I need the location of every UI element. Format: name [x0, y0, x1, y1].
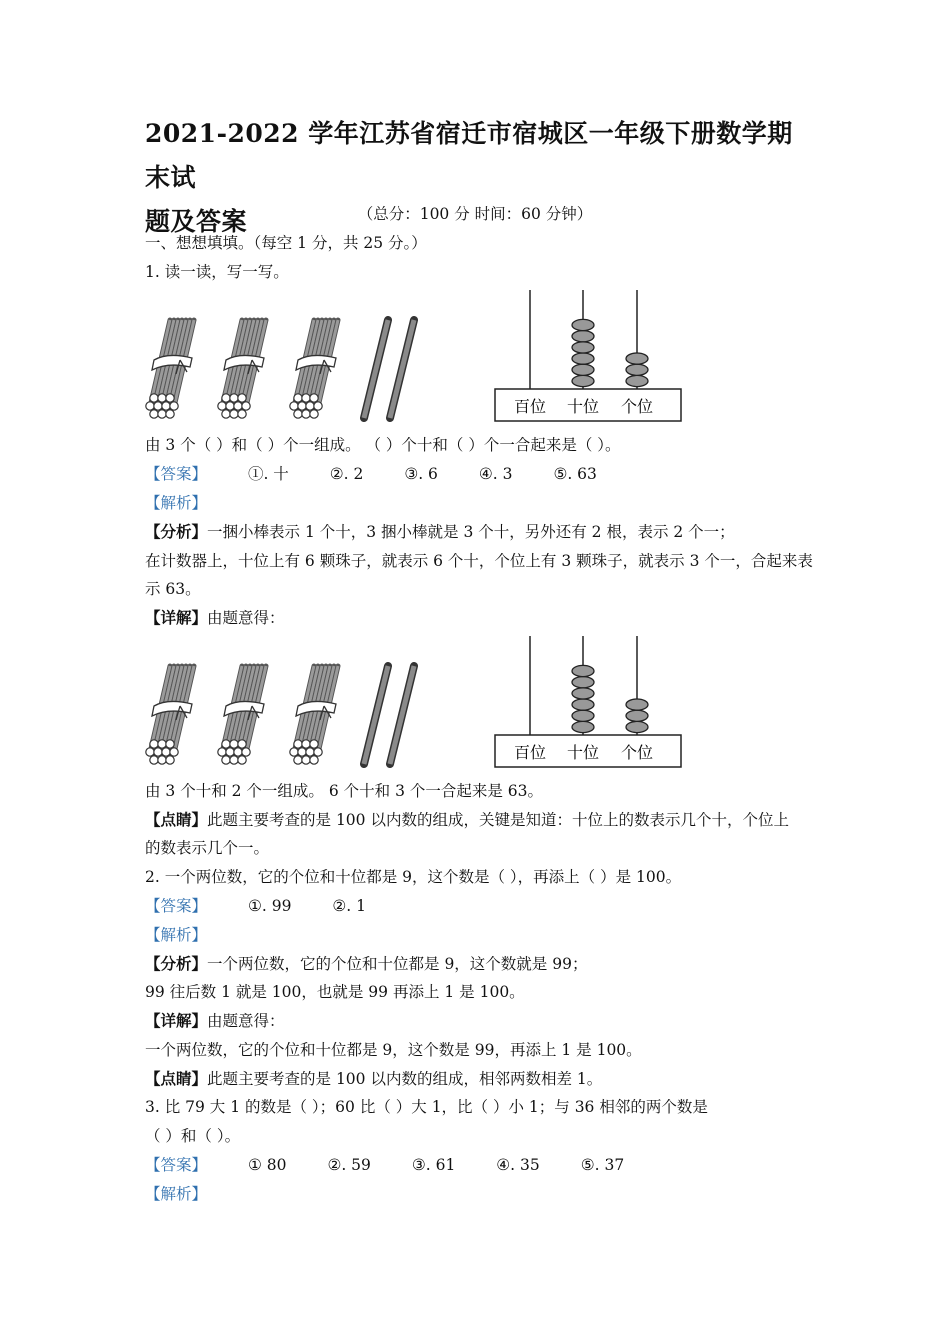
abacus-bead	[572, 710, 594, 721]
q1-xiangjie	[145, 607, 285, 629]
q1-answer-4: ④. 3	[478, 465, 513, 483]
abacus-bead	[626, 721, 648, 732]
stick-bundles-illustration	[140, 312, 430, 424]
abacus-bead	[572, 364, 594, 375]
q1-fenxi-3: 示 63。	[145, 580, 201, 598]
abacus-figure	[492, 285, 687, 429]
stick-bundles-figure-2	[140, 658, 430, 774]
q3-prompt: 3. 比 79 大 1 的数是（ ）；60 比（ ）大 1，比（ ）小 1；与 36 相邻的两个数是	[145, 1098, 708, 1116]
abacus-label-ones-2: 个位	[620, 745, 654, 762]
abacus-bead	[572, 699, 594, 710]
stick-bundle	[218, 320, 266, 418]
q2-dianjing-text: 此题主要考查的是 100 以内数的组成，相邻两数相差 1。	[207, 1070, 603, 1088]
q2-answer-line	[145, 895, 366, 917]
q3-answer-4: ④. 35	[496, 1156, 540, 1174]
q1-answer-3: ③. 6	[404, 465, 438, 483]
q2-xiangjie-2: 一个两位数，它的个位和十位都是 9，这个数是 99，再添上 1 是 100。	[145, 1041, 642, 1059]
title-line-2: 题及答案	[145, 207, 248, 236]
subtitle: （总分：100 分 时间：60 分钟）	[357, 205, 593, 223]
q3-answer-line	[145, 1154, 624, 1176]
dianjing-text: 此题主要考查的是 100 以内数的组成，关键是知道：十位上的数表示几个十，个位上	[207, 811, 789, 829]
q1-answer-1: ①. 十	[247, 465, 289, 483]
ones-beads-2	[626, 699, 648, 733]
q2-xiangjie	[145, 1010, 285, 1032]
stick-bundle	[290, 320, 338, 418]
q2-prompt: 2. 一个两位数，它的个位和十位都是 9，这个数是（ ），再添上（ ）是 100。	[145, 868, 682, 886]
abacus-bead	[626, 699, 648, 710]
q1-prompt: 1. 读一读，写一写。	[145, 263, 289, 281]
xiangjie-text: 由题意得：	[207, 609, 285, 627]
q2-xiangjie-label: 【详解】	[145, 1011, 208, 1030]
q2-xiangjie-text: 由题意得：	[207, 1012, 285, 1030]
single-stick	[390, 320, 414, 418]
q3-answer-5: ⑤. 37	[580, 1156, 625, 1174]
q3-answer-1: ① 80	[247, 1156, 287, 1174]
stick-bundle	[218, 666, 266, 764]
q3-answer-label: 【答案】	[145, 1156, 208, 1174]
q2-fenxi-text: 一个两位数，它的个位和十位都是 9，这个数就是 99；	[207, 955, 588, 973]
answer-label: 【答案】	[145, 465, 208, 483]
q3-analysis-label: 【解析】	[145, 1185, 208, 1203]
q2-analysis-label: 【解析】	[145, 926, 208, 944]
fenxi-label: 【分析】	[145, 522, 208, 541]
abacus-illustration	[492, 285, 687, 425]
q2-answer-2: ②. 1	[332, 897, 366, 915]
tens-beads-2	[572, 665, 594, 732]
abacus-label-hundreds: 百位	[513, 399, 547, 416]
dianjing-label: 【点睛】	[145, 810, 208, 829]
stick-bundle	[290, 666, 338, 764]
stick-bundles-illustration-2	[140, 658, 430, 770]
q3-prompt-2: （ ）和（ ）。	[145, 1127, 241, 1145]
stick-bundle	[146, 666, 194, 764]
q2-answer-label: 【答案】	[145, 897, 208, 915]
abacus-bead	[572, 665, 594, 676]
q1-dianjing	[145, 809, 789, 831]
q3-answer-2: ②. 59	[327, 1156, 371, 1174]
abacus-bead	[572, 342, 594, 353]
q2-dianjing-label: 【点睛】	[145, 1069, 208, 1088]
abacus-bead	[572, 319, 594, 330]
q2-fenxi-label: 【分析】	[145, 954, 208, 973]
abacus-bead	[572, 331, 594, 342]
q2-dianjing	[145, 1068, 602, 1090]
abacus-label-hundreds-2: 百位	[513, 745, 547, 762]
q1-dianjing-2: 的数表示几个一。	[145, 839, 270, 857]
fenxi-text: 一捆小棒表示 1 个十，3 捆小棒就是 3 个十，另外还有 2 根，表示 2 个一；	[207, 523, 735, 541]
ones-beads	[626, 353, 648, 387]
single-stick	[390, 666, 414, 764]
section-1-heading: 一、想想填填。（每空 1 分，共 25 分。）	[145, 234, 427, 252]
abacus-illustration-2	[492, 631, 687, 771]
q1-answer-line	[145, 463, 597, 485]
abacus-bead	[626, 710, 648, 721]
q1-fenxi-2: 在计数器上，十位上有 6 颗珠子，就表示 6 个十，个位上有 3 颗珠子，就表示 3 个一，合起来表	[145, 552, 813, 570]
abacus-bead	[626, 353, 648, 364]
abacus-figure-2	[492, 631, 687, 775]
abacus-bead	[572, 353, 594, 364]
single-stick	[364, 320, 388, 418]
q2-fenxi	[145, 953, 587, 975]
single-stick	[364, 666, 388, 764]
q1-fill-blank: 由 3 个（ ）和（ ）个一组成。 （ ）个十和（ ）个一合起来是（ ）。	[145, 436, 621, 454]
stick-bundles-figure	[140, 312, 430, 428]
q3-answer-3: ③. 61	[411, 1156, 456, 1174]
q2-fenxi-2: 99 往后数 1 就是 100，也就是 99 再添上 1 是 100。	[145, 983, 525, 1001]
tens-beads	[572, 319, 594, 386]
abacus-label-tens-2: 十位	[566, 745, 600, 762]
q1-answer-2: ②. 2	[329, 465, 364, 483]
abacus-bead	[626, 364, 648, 375]
q1-analysis-label: 【解析】	[145, 494, 208, 512]
abacus-bead	[572, 677, 594, 688]
title-line-1: 2021-2022 学年江苏省宿迁市宿城区一年级下册数学期末试	[145, 119, 793, 192]
stick-bundle	[146, 320, 194, 418]
abacus-bead	[572, 688, 594, 699]
abacus-label-ones: 个位	[620, 399, 654, 416]
q1-fenxi	[145, 521, 735, 543]
q1-conclusion: 由 3 个十和 2 个一组成。 6 个十和 3 个一合起来是 63。	[145, 782, 544, 800]
abacus-bead	[572, 721, 594, 732]
q1-answer-5: ⑤. 63	[553, 465, 597, 483]
abacus-bead	[626, 375, 648, 386]
abacus-bead	[572, 375, 594, 386]
xiangjie-label: 【详解】	[145, 608, 208, 627]
abacus-label-tens: 十位	[566, 399, 600, 416]
q2-answer-1: ①. 99	[247, 897, 292, 915]
